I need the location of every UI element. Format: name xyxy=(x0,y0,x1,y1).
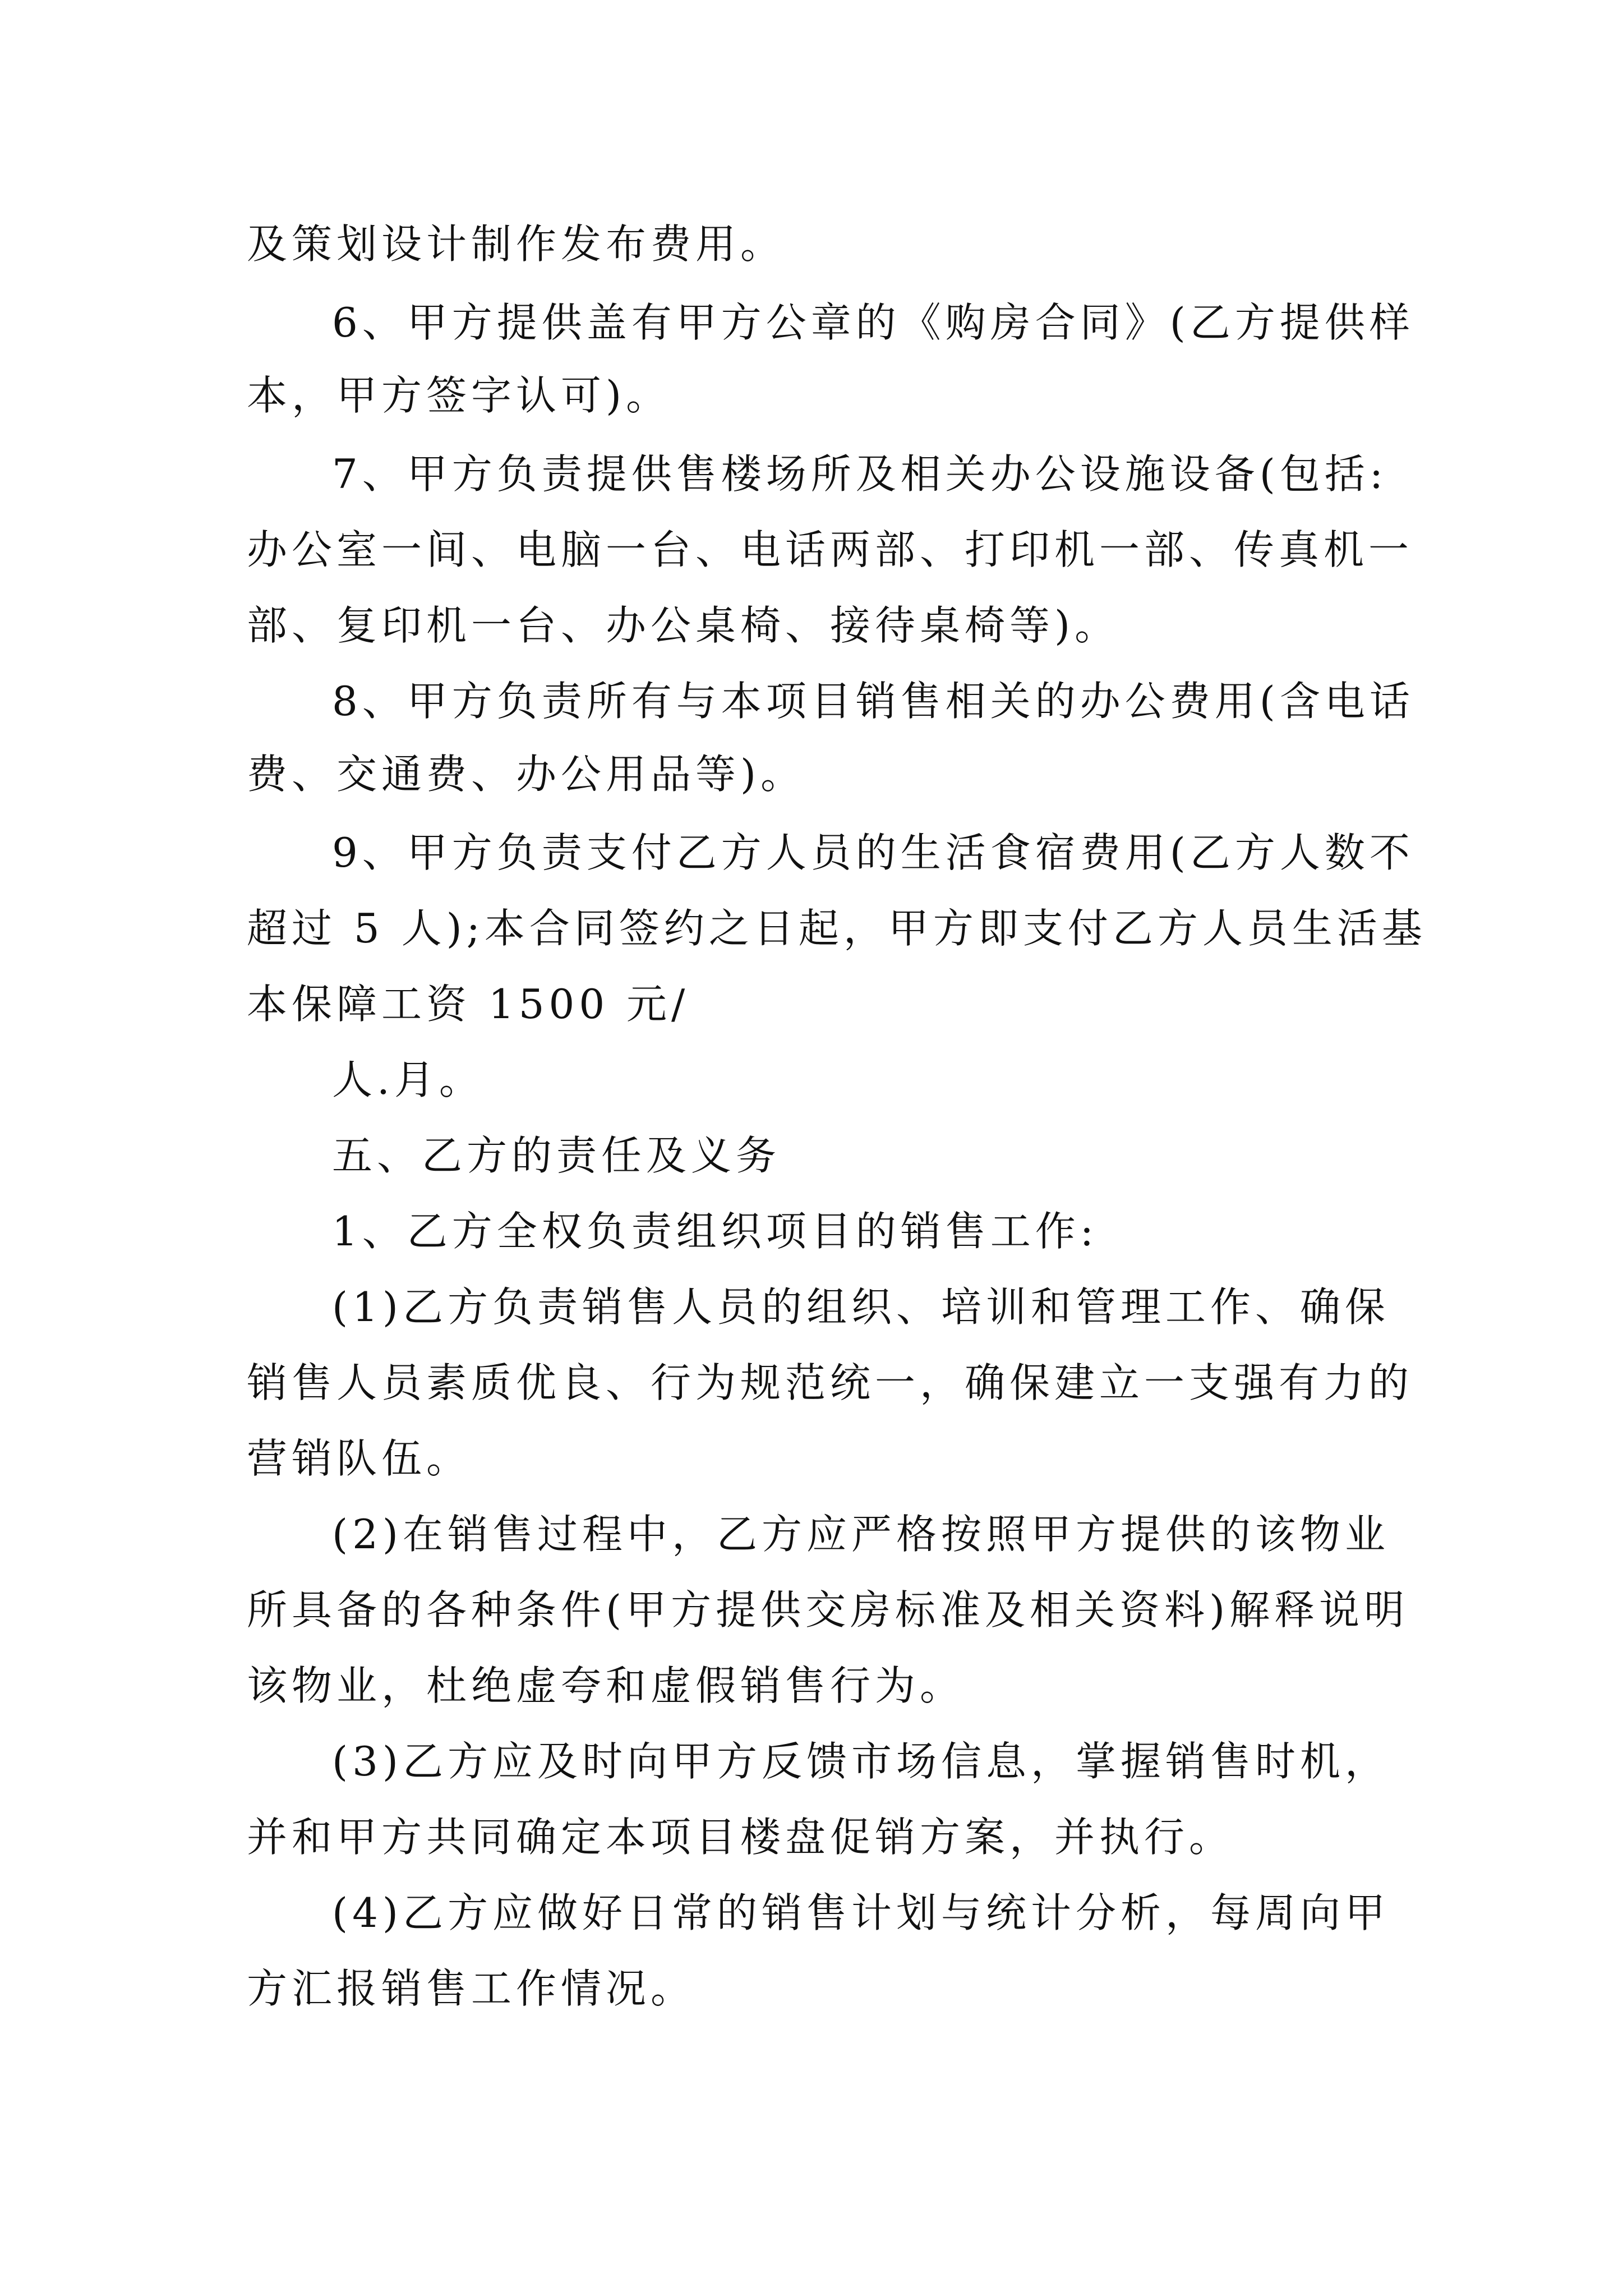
text-line-3: 本，甲方签字认可)。 xyxy=(247,372,671,419)
text-line-7: 8、甲方负责所有与本项目销售相关的办公费用(含电话 xyxy=(332,678,1414,725)
text-line-12: 人.月。 xyxy=(332,1056,484,1103)
text-line-8: 费、交通费、办公用品等)。 xyxy=(247,751,806,798)
text-line-9: 9、甲方负责支付乙方人员的生活食宿费用(乙方人数不 xyxy=(332,829,1414,876)
text-line-22: 并和甲方共同确定本项目楼盘促销方案，并执行。 xyxy=(247,1814,1234,1861)
text-line-4: 7、甲方负责提供售楼场所及相关办公设施设备(包括: xyxy=(332,450,1388,498)
text-line-1: 及策划设计制作发布费用。 xyxy=(247,220,786,268)
text-line-20: 该物业，杜绝虚夸和虚假销售行为。 xyxy=(247,1662,965,1709)
text-line-19: 所具备的各种条件(甲方提供交房标准及相关资料)解释说明 xyxy=(247,1586,1409,1634)
text-line-21: (3)乙方应及时向甲方反馈市场信息，掌握销售时机， xyxy=(332,1738,1390,1785)
text-line-10: 超过 5 人);本合同签约之日起，甲方即支付乙方人员生活基 xyxy=(247,905,1427,952)
text-line-13: 五、乙方的责任及义务 xyxy=(332,1132,781,1179)
text-line-24: 方汇报销售工作情况。 xyxy=(247,1965,696,2012)
text-line-5: 办公室一间、电脑一台、电话两部、打印机一部、传真机一 xyxy=(247,526,1414,573)
text-line-23: (4)乙方应做好日常的销售计划与统计分析，每周向甲 xyxy=(332,1889,1390,1936)
text-line-2: 6、甲方提供盖有甲方公章的《购房合同》(乙方提供样 xyxy=(332,299,1414,346)
text-line-11: 本保障工资 1500 元/ xyxy=(247,981,690,1028)
text-line-15: (1)乙方负责销售人员的组织、培训和管理工作、确保 xyxy=(332,1283,1390,1331)
text-line-6: 部、复印机一台、办公桌椅、接待桌椅等)。 xyxy=(247,602,1120,649)
text-line-16: 销售人员素质优良、行为规范统一，确保建立一支强有力的 xyxy=(247,1359,1414,1406)
text-line-18: (2)在销售过程中，乙方应严格按照甲方提供的该物业 xyxy=(332,1511,1390,1558)
text-line-14: 1、乙方全权负责组织项目的销售工作: xyxy=(332,1208,1099,1255)
text-line-17: 营销队伍。 xyxy=(247,1435,472,1482)
